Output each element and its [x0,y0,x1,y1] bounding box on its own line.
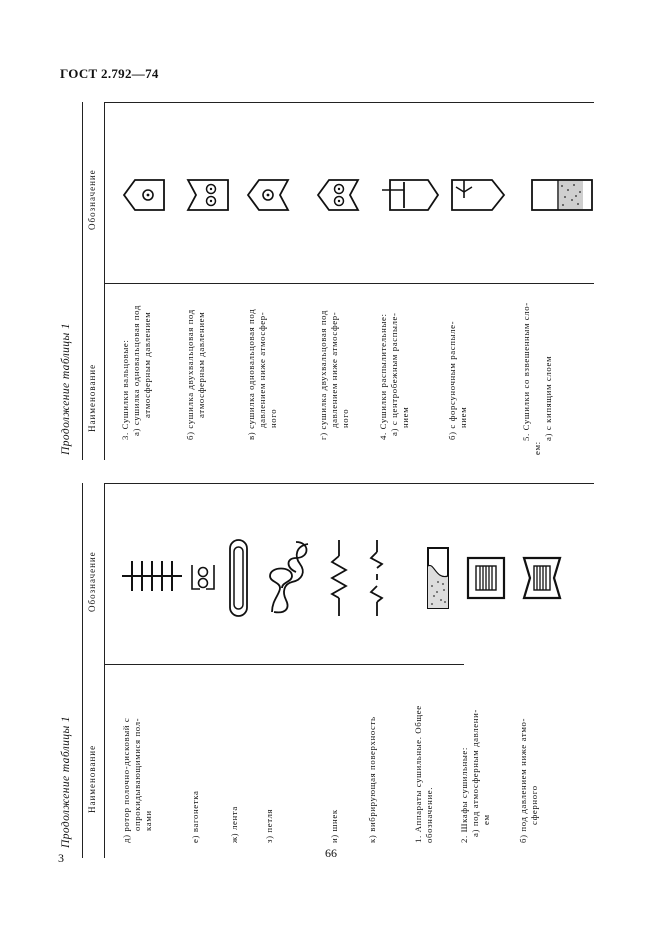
drying-cabinet-vacuum-icon [522,556,562,600]
right-row-name: б) сушилка двухвальцовая под атмосферным давлением [185,309,206,440]
right-row-name: 5. Сушилки со взвешенным сло- ем: а) с кипящим слоем [521,302,553,455]
dryer-general-icon [426,546,450,610]
standard-code: ГОСТ 2.792—74 [60,66,159,81]
left-row-name: и) шнек [329,809,339,843]
centrifugal-spray-icon [380,178,440,212]
right-row-name: 4. Сушилки распылительные: а) с центробежным распыле- нием [378,312,410,440]
double-drum-atm-icon [186,178,230,212]
left-row-name: к) вибрирующая поверхность [367,716,377,843]
right-col-symbol-header: Обозначение [87,169,97,230]
double-drum-vacuum-icon [316,178,360,212]
right-row-name: г) сушилка двухвальцовая под давлением ниже атмосфер- ного [318,309,350,440]
left-row-name: б) под давлением ниже атмо- сферного [518,717,539,843]
right-row-name: в) сушилка одновальцовая под давлением ниже атмосфер- ного [246,308,278,440]
right-table-caption: Продолжение таблицы 1 [60,322,72,455]
left-row-name: 1. Аппараты сушильные. Общее обозначение. [413,705,434,843]
loop-icon [266,538,316,618]
left-table-caption: Продолжение таблицы 1 [60,715,72,848]
left-row-name: е) вагонетка [190,790,200,843]
drying-cabinet-atm-icon [466,556,506,600]
vibrating-surface-icon [366,538,388,618]
screw-icon [328,538,350,618]
belt-icon [227,538,251,618]
single-drum-atm-icon [122,178,166,212]
left-row-name: з) петля [264,808,274,843]
single-drum-vacuum-icon [246,178,290,212]
left-row-name: д) ротор полочно-дисковый с опрокидывающимися пол- ками [121,717,153,843]
right-row-name: 3. Сушилки вальцовые: а) сушилка одновальцовая под атмосферным давлением [120,305,152,440]
shelf-disc-rotor-icon [120,551,190,601]
left-row-name: 2. Шкафы сушильные: а) под атмосферным давлени- ем [459,709,491,843]
page-number-left: 3 [58,851,64,865]
left-col-symbol-header: Обозначение [87,551,97,612]
left-row-name: ж) лента [229,806,239,843]
page-number: 66 [325,846,337,860]
fluidized-bed-icon [530,178,594,212]
right-col-name-header: Наименование [87,363,97,432]
left-col-name-header: Наименование [87,744,97,813]
right-row-name: б) с форсуночным распыле- нием [447,320,468,440]
nozzle-spray-icon [446,178,506,212]
trolley-icon [188,563,218,593]
